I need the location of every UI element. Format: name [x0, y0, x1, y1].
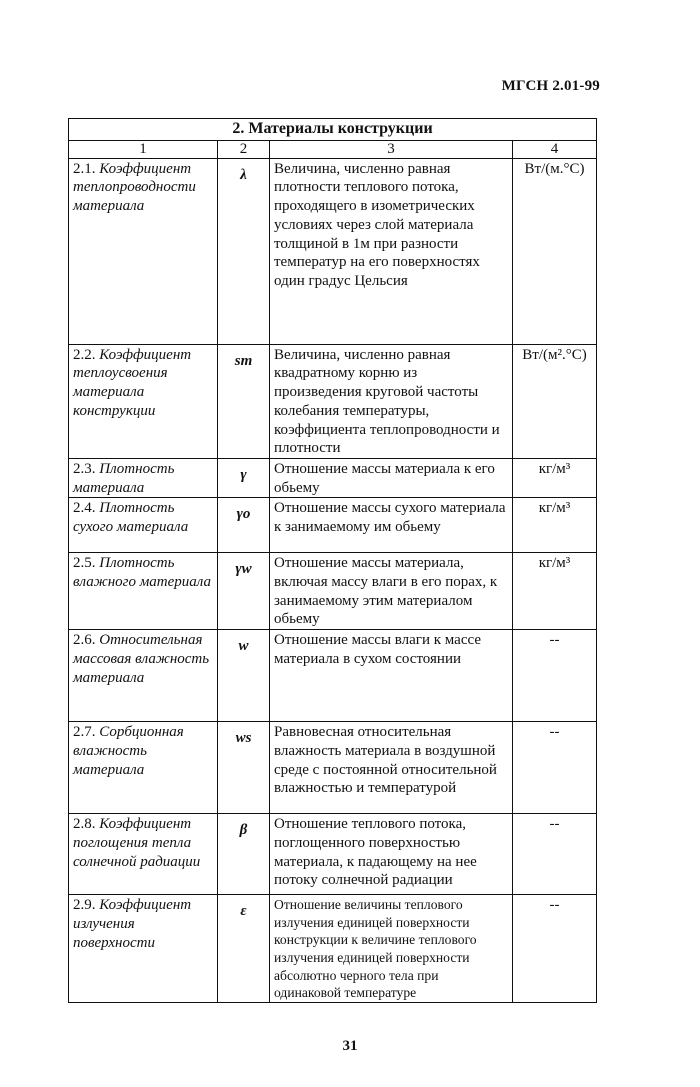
term-name: Сорбционная влажность материала [73, 724, 184, 778]
term-number: 2.2. [73, 346, 96, 363]
symbol-cell: λ [218, 158, 270, 344]
materials-table [68, 118, 597, 1003]
term-number: 2.4. [73, 500, 96, 517]
term-cell [69, 722, 218, 814]
column-number: 1 [69, 140, 218, 158]
definition-cell: Отношение массы влаги к массе материала в сухом состоянии [270, 630, 513, 722]
term-cell [69, 458, 218, 497]
unit-cell: -- [513, 814, 597, 895]
unit-cell: кг/м³ [513, 553, 597, 630]
table-row [69, 630, 597, 722]
column-number: 4 [513, 140, 597, 158]
term-number: 2.7. [73, 724, 96, 741]
symbol-cell: sm [218, 344, 270, 458]
term-number: 2.3. [73, 460, 96, 477]
term-cell [69, 553, 218, 630]
unit-cell: Вт/(м².°С) [513, 344, 597, 458]
table-row [69, 344, 597, 458]
term-name: Плотность влажного материала [73, 555, 212, 591]
unit-cell: кг/м³ [513, 498, 597, 553]
term-cell [69, 895, 218, 1003]
table-row [69, 814, 597, 895]
term-number: 2.6. [73, 632, 96, 649]
term-name: Коэффициент теплопроводности материала [73, 160, 196, 215]
table-body [69, 140, 597, 1002]
term-name: Коэффициент поглощения тепла солнечной радиации [73, 816, 201, 870]
column-number: 2 [218, 140, 270, 158]
symbol-cell: ws [218, 722, 270, 814]
term-number: 2.8. [73, 816, 96, 833]
term-cell [69, 498, 218, 553]
column-number: 3 [270, 140, 513, 158]
table-row [69, 553, 597, 630]
table-row [69, 498, 597, 553]
symbol-cell: ε [218, 895, 270, 1003]
symbol-cell: β [218, 814, 270, 895]
term-name: Коэффициент теплоусвоения материала конструкции [73, 346, 192, 419]
unit-cell: кг/м³ [513, 458, 597, 497]
table-row [69, 458, 597, 497]
definition-cell: Отношение массы материала к его обьему [270, 458, 513, 497]
definition-cell: Отношение теплового потока, поглощенного поверхностью материала, к падающему на нее потоку солнечной радиации [270, 814, 513, 895]
table-row [69, 895, 597, 1003]
term-cell [69, 158, 218, 344]
unit-cell: Вт/(м.°С) [513, 158, 597, 344]
table-row [69, 158, 597, 344]
term-number: 2.9. [73, 897, 96, 914]
term-name: Плотность сухого материала [73, 500, 189, 536]
term-name: Коэффициент излучения поверхности [73, 897, 192, 951]
symbol-cell: w [218, 630, 270, 722]
table-row [69, 722, 597, 814]
symbol-cell: γ [218, 458, 270, 497]
term-number: 2.5. [73, 555, 96, 572]
symbol-cell: γo [218, 498, 270, 553]
page-number: 31 [342, 1038, 358, 1054]
column-number-row [69, 140, 597, 158]
term-name: Относительная массовая влажность материала [73, 632, 210, 686]
unit-cell: -- [513, 895, 597, 1003]
symbol-cell: γw [218, 553, 270, 630]
definition-cell: Отношение величины теплового излучения единицей поверхности конструкции к величине теплового излучения единицей поверхности абсолютно черного тела при одинаковой температуре [270, 895, 513, 1003]
term-cell [69, 814, 218, 895]
definition-cell: Величина, численно равная плотности теплового потока, проходящего в изометрических условиях через слой материала толщиной в 1м при разности температур на его поверхностях один градус Цельсия [270, 158, 513, 344]
term-name: Плотность материала [73, 460, 175, 496]
term-cell [69, 630, 218, 722]
term-cell [69, 344, 218, 458]
unit-cell: -- [513, 630, 597, 722]
table-title: 2. Материалы конструкции [69, 119, 597, 141]
unit-cell: -- [513, 722, 597, 814]
definition-cell: Равновесная относительная влажность материала в воздушной среде с постоянной относительной влажностью и температурой [270, 722, 513, 814]
definition-cell: Отношение массы материала, включая массу влаги в его порах, к занимаемому этим материалом обьему [270, 553, 513, 630]
definition-cell: Величина, численно равная квадратному корню из произведения круговой частоты колебания температуры, коэффициента теплопроводности и плотности [270, 344, 513, 458]
term-number: 2.1. [73, 160, 96, 177]
definition-cell: Отношение массы сухого материала к занимаемому им обьему [270, 498, 513, 553]
document-code: МГСН 2.01-99 [501, 78, 600, 94]
